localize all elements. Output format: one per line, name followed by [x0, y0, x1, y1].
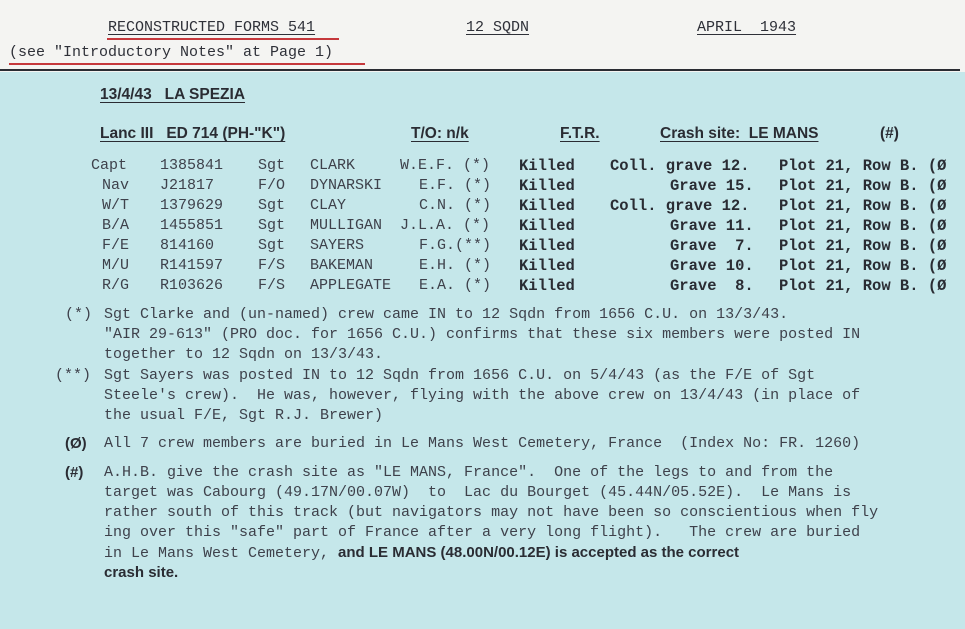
- crew-fate: Killed: [519, 257, 575, 275]
- squadron-label: 12 SQDN: [466, 19, 530, 36]
- crew-surname: BAKEMAN: [310, 257, 374, 274]
- crew-rank: F/O: [258, 177, 286, 194]
- note-marker: (**): [55, 367, 92, 384]
- crew-surname: APPLEGATE: [310, 277, 392, 294]
- entry-date-target: 13/4/43 LA SPEZIA: [100, 86, 246, 103]
- crew-plot: Plot 21, Row B. (Ø: [779, 277, 947, 295]
- crew-surname: CLAY: [310, 197, 347, 214]
- note-text-plain: in Le Mans West Cemetery,: [104, 545, 339, 562]
- note-line: "AIR 29-613" (PRO doc. for 1656 C.U.) confirms that these six members were posted IN: [104, 326, 861, 343]
- crew-role: M/U: [102, 257, 130, 274]
- crew-fate: Killed: [519, 217, 575, 235]
- crew-rank: Sgt: [258, 157, 286, 174]
- crew-plot: Plot 21, Row B. (Ø: [779, 197, 947, 215]
- aircraft-id: Lanc III ED 714 (PH-"K"): [100, 125, 286, 142]
- note-line: All 7 crew members are buried in Le Mans West Cemetery, France (Index No: FR. 1260): [104, 435, 861, 452]
- crew-initials: W.E.F. (*): [400, 157, 491, 174]
- crew-service-number: 814160: [160, 237, 215, 254]
- crew-grave: Grave 8.: [670, 277, 754, 295]
- crew-role: W/T: [102, 197, 130, 214]
- crew-grave: Grave 15.: [670, 177, 754, 195]
- crew-role: B/A: [102, 217, 130, 234]
- header-divider: [0, 69, 960, 71]
- note-line: Sgt Sayers was posted IN to 12 Sqdn from 1656 C.U. on 5/4/43 (as the F/E of Sgt: [104, 367, 816, 384]
- crew-surname: MULLIGAN: [310, 217, 383, 234]
- crew-rank: F/S: [258, 277, 286, 294]
- crew-initials: J.L.A. (*): [400, 217, 491, 234]
- crew-rank: Sgt: [258, 237, 286, 254]
- crew-fate: Killed: [519, 177, 575, 195]
- crew-role: F/E: [102, 237, 130, 254]
- note-line: crash site.: [104, 564, 179, 581]
- note-line: [104, 543, 739, 564]
- crew-initials: C.N. (*): [419, 197, 492, 214]
- crew-fate: Killed: [519, 157, 575, 175]
- crew-initials: E.A. (*): [419, 277, 492, 294]
- crew-service-number: J21817: [160, 177, 215, 194]
- title-red-underline: [107, 38, 339, 40]
- crew-initials: F.G.(**): [419, 237, 492, 254]
- crew-rank: F/S: [258, 257, 286, 274]
- note-text-bold: and LE MANS (48.00N/00.12E) is accepted as the correct: [338, 544, 740, 561]
- crew-surname: CLARK: [310, 157, 356, 174]
- crew-plot: Plot 21, Row B. (Ø: [779, 217, 947, 235]
- crew-plot: Plot 21, Row B. (Ø: [779, 237, 947, 255]
- intro-notes-reference: (see "Introductory Notes" at Page 1): [9, 44, 334, 61]
- crash-site-reference: (#): [880, 125, 899, 142]
- crew-grave: Grave 7.: [670, 237, 754, 255]
- ftr-label: F.T.R.: [560, 125, 600, 142]
- crew-grave: Coll. grave 12.: [610, 197, 750, 215]
- crew-grave: Grave 10.: [670, 257, 754, 275]
- takeoff-time: T/O: n/k: [411, 125, 469, 142]
- crew-role: R/G: [102, 277, 130, 294]
- crew-grave: Coll. grave 12.: [610, 157, 750, 175]
- note-line: Sgt Clarke and (un-named) crew came IN to 12 Sqdn from 1656 C.U. on 13/3/43.: [104, 306, 789, 323]
- crew-service-number: R103626: [160, 277, 224, 294]
- crew-initials: E.F. (*): [419, 177, 492, 194]
- note-line: A.H.B. give the crash site as "LE MANS, France". One of the legs to and from the: [104, 464, 834, 481]
- crew-plot: Plot 21, Row B. (Ø: [779, 177, 947, 195]
- crash-site-label: Crash site: LE MANS: [660, 125, 819, 142]
- crew-rank: Sgt: [258, 217, 286, 234]
- crew-role: Capt: [91, 157, 128, 174]
- intro-red-underline: [9, 63, 365, 65]
- crew-role: Nav: [102, 177, 130, 194]
- note-marker: (#): [65, 464, 84, 481]
- crew-fate: Killed: [519, 197, 575, 215]
- note-line: the usual F/E, Sgt R.J. Brewer): [104, 407, 384, 424]
- crew-initials: E.H. (*): [419, 257, 492, 274]
- crew-plot: Plot 21, Row B. (Ø: [779, 257, 947, 275]
- crew-rank: Sgt: [258, 197, 286, 214]
- crew-service-number: 1385841: [160, 157, 224, 174]
- crew-surname: DYNARSKI: [310, 177, 383, 194]
- month-label: APRIL 1943: [697, 19, 797, 36]
- note-line: rather south of this track (but navigators may not have been so conscientious when fly: [104, 504, 879, 521]
- crew-plot: Plot 21, Row B. (Ø: [779, 157, 947, 175]
- crew-service-number: R141597: [160, 257, 224, 274]
- note-marker: (Ø): [65, 435, 87, 452]
- document-title: RECONSTRUCTED FORMS 541: [108, 19, 316, 36]
- note-marker: (*): [65, 306, 93, 323]
- note-line: target was Cabourg (49.17N/00.07W) to Lac du Bourget (45.44N/05.52E). Le Mans is: [104, 484, 852, 501]
- crew-fate: Killed: [519, 237, 575, 255]
- crew-service-number: 1455851: [160, 217, 224, 234]
- crew-fate: Killed: [519, 277, 575, 295]
- crew-surname: SAYERS: [310, 237, 365, 254]
- note-line: together to 12 Sqdn on 13/3/43.: [104, 346, 384, 363]
- page-header-area: [0, 0, 965, 72]
- note-line: Steele's crew). He was, however, flying with the above crew on 13/4/43 (in place of: [104, 387, 861, 404]
- crew-grave: Grave 11.: [670, 217, 754, 235]
- note-line: ing over this "safe" part of France after a very long flight). The crew are buried: [104, 524, 861, 541]
- crew-service-number: 1379629: [160, 197, 224, 214]
